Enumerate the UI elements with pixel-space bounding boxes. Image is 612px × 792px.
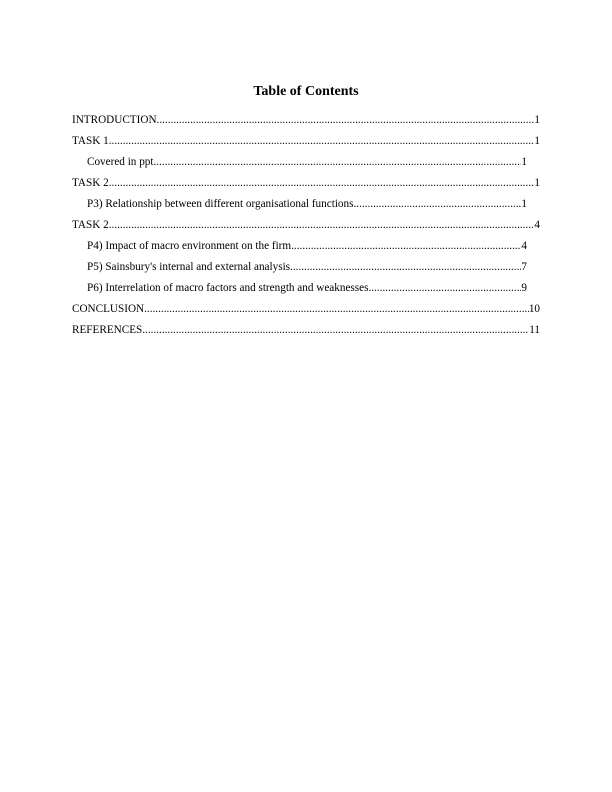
toc-entry-task-2[interactable] (72, 176, 540, 190)
toc-entry-label: TASK 2 (72, 177, 109, 189)
toc-entry-page: 4 (534, 219, 540, 231)
toc-entry-page: 1 (521, 198, 527, 210)
toc-entry-label: INTRODUCTION (72, 114, 157, 126)
toc-entry-covered-in-ppt[interactable] (87, 155, 527, 169)
toc-entry-label: TASK 1 (72, 135, 109, 147)
toc-dot-leader (291, 239, 521, 253)
toc-entry-task-1[interactable] (72, 134, 540, 148)
toc-entry-p3[interactable] (87, 197, 527, 211)
toc-entry-label: P3) Relationship between different organisational functions (87, 198, 354, 210)
toc-dot-leader (109, 218, 535, 232)
toc-dot-leader (142, 323, 529, 337)
toc-dot-leader (290, 260, 521, 274)
toc-entry-label: Covered in ppt (87, 156, 154, 168)
toc-dot-leader (368, 281, 521, 295)
toc-entry-page: 1 (534, 177, 540, 189)
toc-entry-label: P4) Impact of macro environment on the firm (87, 240, 292, 252)
toc-dot-leader (353, 197, 521, 211)
toc-entry-introduction[interactable] (72, 113, 540, 127)
toc-entry-p4[interactable] (87, 239, 527, 253)
toc-entry-page: 11 (529, 324, 540, 336)
toc-entry-page: 9 (521, 282, 527, 294)
toc-entry-page: 1 (521, 156, 527, 168)
toc-title: Table of Contents (253, 84, 359, 99)
toc-entry-label: CONCLUSION (72, 303, 145, 315)
toc-entry-references[interactable] (72, 323, 540, 337)
toc-entry-p6[interactable] (87, 281, 527, 295)
toc-entry-page: 7 (521, 261, 527, 273)
toc-entry-page: 4 (521, 240, 527, 252)
toc-entry-page: 1 (534, 114, 540, 126)
toc-entry-label: TASK 2 (72, 219, 109, 231)
toc-dot-leader (109, 134, 535, 148)
toc-entry-p5[interactable] (87, 260, 527, 274)
toc-dot-leader (109, 176, 535, 190)
toc-dot-leader (144, 302, 529, 316)
toc-entry-conclusion[interactable] (72, 302, 540, 316)
toc-dot-leader (157, 113, 535, 127)
toc-entry-label: P5) Sainsbury's internal and external analysis (87, 261, 291, 273)
toc-dot-leader (154, 155, 522, 169)
toc-entry-label: REFERENCES (72, 324, 143, 336)
toc-entry-task-2-second[interactable] (72, 218, 540, 232)
toc-entry-label: P6) Interrelation of macro factors and strength and weaknesses (87, 282, 369, 294)
toc-entry-page: 10 (528, 303, 540, 315)
toc-entry-page: 1 (534, 135, 540, 147)
